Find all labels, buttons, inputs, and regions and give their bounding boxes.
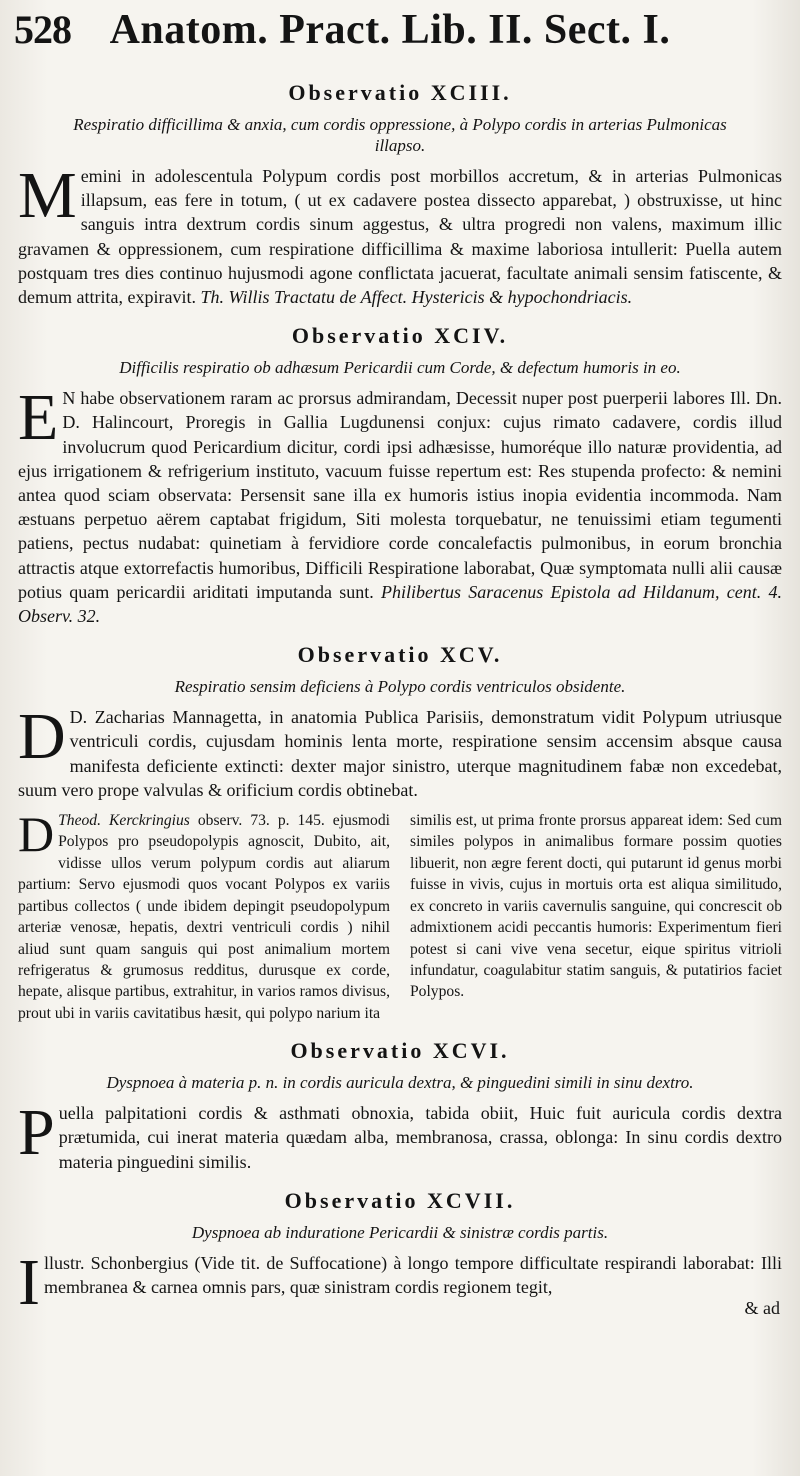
observation-title: Observatio XCIV. bbox=[291, 323, 509, 349]
page-number: 528 bbox=[14, 7, 71, 52]
observation-title: Observatio XCVII. bbox=[284, 1187, 516, 1213]
scholium-column-left bbox=[18, 806, 390, 1024]
observation-citation: Philibertus Saracenus Epistola ad Hildanum, cent. 4. Observ. 32. bbox=[18, 581, 783, 627]
observation-body bbox=[18, 381, 783, 628]
observation-95 bbox=[14, 642, 786, 1024]
observation-subtitle: Dyspnoea ab induratione Pericardii & sinistræ cordis partis. bbox=[191, 1222, 609, 1242]
observation-subtitle: Dyspnoea à materia p. n. in cordis auricula dextra, & pinguedini simili in sinu dextro. bbox=[106, 1073, 694, 1093]
observation-text: llustr. Schonbergius (Vide tit. de Suffocatione) à longo tempore difficultate respirandi laborabat: Illi membranea & carnea omnis pars, quæ sinistram cordis regionem tegit, bbox=[43, 1252, 782, 1297]
observation-title: Observatio XCIII. bbox=[288, 80, 512, 105]
running-head: Anatom. Pract. Lib. II. Sect. I. bbox=[109, 7, 671, 53]
observation-text: emini in adolescentula Polypum cordis post morbillos accretum, & in arterias Pulmonicas illapsum, eas fere in totum, ( ut ex cadavere postea dissecto apparebat, ) obstruxisse, ut hinc sanguis intra dextrum cordis sinum aggestus, & ultra progredi non valens, maximum illic gravamen & oppressionem, cum respiratione difficillima & maxime laboriosa intullerit: Puella autem postquam tres dies continuo hujusmodi agone conflictata jacuerat, facultate animali sensim fatiscente, & demum attrita, expiravit. bbox=[18, 166, 782, 308]
drop-cap: I bbox=[18, 1245, 40, 1319]
observation-body bbox=[18, 700, 782, 802]
observation-text: N habe observationem raram ac prorsus admirandam, Decessit nuper post puerperii labores Ill. Dn. D. Halincourt, Proregis in Gallia Lugdunensi conjux: cujus rimato cadavere, cordis illud involucrum quod Pericardium dicitur, cordi ipsi adhæsisse, humoréque illo naturæ providentia, ad ejus irrigationem & refrigerium instituto, vacuum fuisse repertum est: Res stupenda profecto: & nemini antea quod sciam observata: Persensit sane illa ex humoris istius inopia evidentia incommoda. Nam æstuans perpetuo aërem captabat frigidum, Siti molesta torquebatur, ne tenuissimi etiam tegumenti patiens, pectus nudabat: quinetiam à fervidiore corde concalefactis pulmonibus, in eorum bronchia attractis atque extorrefactis humoribus, Difficili Respiratione laborabat, Quæ symptomata nulli alii causæ potius quam pericardii ariditati imputanda sunt. bbox=[18, 388, 782, 602]
observation-text: uella palpitationi cordis & asthmati obnoxia, tabida obiit, Huic fuit auricula cordis dextra prætumida, cui inerat materia quædam alba, membranosa, crassa, oblonga: In sinu cordis dextro materia pinguedini similis. bbox=[58, 1103, 782, 1172]
scholium-two-column bbox=[18, 806, 782, 1024]
observation-96 bbox=[14, 1038, 786, 1174]
observation-subtitle: Respiratio difficillima & anxia, cum cordis oppressione, à Polypo cordis in arterias Pulmonicas illapso. bbox=[73, 115, 727, 155]
observation-citation: Th. Willis Tractatu de Affect. Hystericis & hypochondriacis. bbox=[200, 287, 633, 308]
drop-cap: M bbox=[18, 159, 77, 232]
scholium-text-right: similis est, ut prima fronte prorsus appareat idem: Sed cum similes polypos in animalibus formare possim quoties libuerit, non ægre ferent docti, qui putarunt id genus morbi fuisse in vivis, cujus in mortuis orta est aliqua similitudo, ex concreto in variis cavernulis sanguine, qui concrescit ob admixtionem acidi peccantis humoris: Experimentum fieri potest si cani vive vena secetur, eique spiritus vitrioli infundatur, coagulabitur statim sanguis, & putatirios faciet Polypos. bbox=[410, 812, 782, 1001]
observation-text: D. Zacharias Mannagetta, in anatomia Publica Parisiis, demonstratum vidit Polypum utriusque ventriculi cordis, cujusdam hominis lenta morte, respiratione sensim accensim absque causa manifesta deficiente extincti: dexter major sinistro, uterque magnitudinem fabæ non excedebat, suum vero prope valvulas & orificium cordis obtinebat. bbox=[18, 707, 782, 800]
drop-cap: E bbox=[18, 381, 59, 455]
scholium-column-right bbox=[410, 810, 782, 1024]
observation-body bbox=[18, 159, 782, 309]
observation-93 bbox=[14, 80, 786, 309]
observation-title: Observatio XCVI. bbox=[290, 1038, 510, 1064]
observation-body bbox=[18, 1096, 782, 1174]
observation-subtitle: Difficilis respiratio ob adhæsum Pericardii cum Corde, & defectum humoris in eo. bbox=[119, 358, 681, 378]
observation-title: Observatio XCV. bbox=[297, 642, 503, 668]
drop-cap: D bbox=[18, 806, 55, 863]
observation-subtitle: Respiratio sensim deficiens à Polypo cordis ventriculos obsidente. bbox=[174, 677, 626, 697]
drop-cap: P bbox=[18, 1096, 55, 1170]
scholium-text-left: observ. 73. p. 145. ejusmodi Polypos pro pseudopolypis agnoscit, Dubito, ait, vidisse ullos verum polypum cordis aut aliarum partium: Servo ejusmodi quos vocant Polypos ex variis partibus collectos ( unde ibidem depingit pseudopolypum arteriæ venosæ, hepatis, dextri ventriculi cordis ) nihil aliud sunt quam sanguis qui post animalium mortem refrigeratus & grumosus redditus, durusque ex corde, hepate, alisque partibus, extrahitur, in varios ramos divisus, prout ubi in variis cavitatibus hæsit, qui polypo narium ita bbox=[18, 812, 390, 1022]
observation-97 bbox=[14, 1188, 786, 1317]
page-header bbox=[14, 6, 786, 68]
scholium-author: Theod. Kerckringius bbox=[58, 812, 190, 830]
observation-94 bbox=[14, 323, 786, 628]
catchword: & ad bbox=[744, 1298, 780, 1319]
drop-cap: D bbox=[18, 700, 66, 774]
